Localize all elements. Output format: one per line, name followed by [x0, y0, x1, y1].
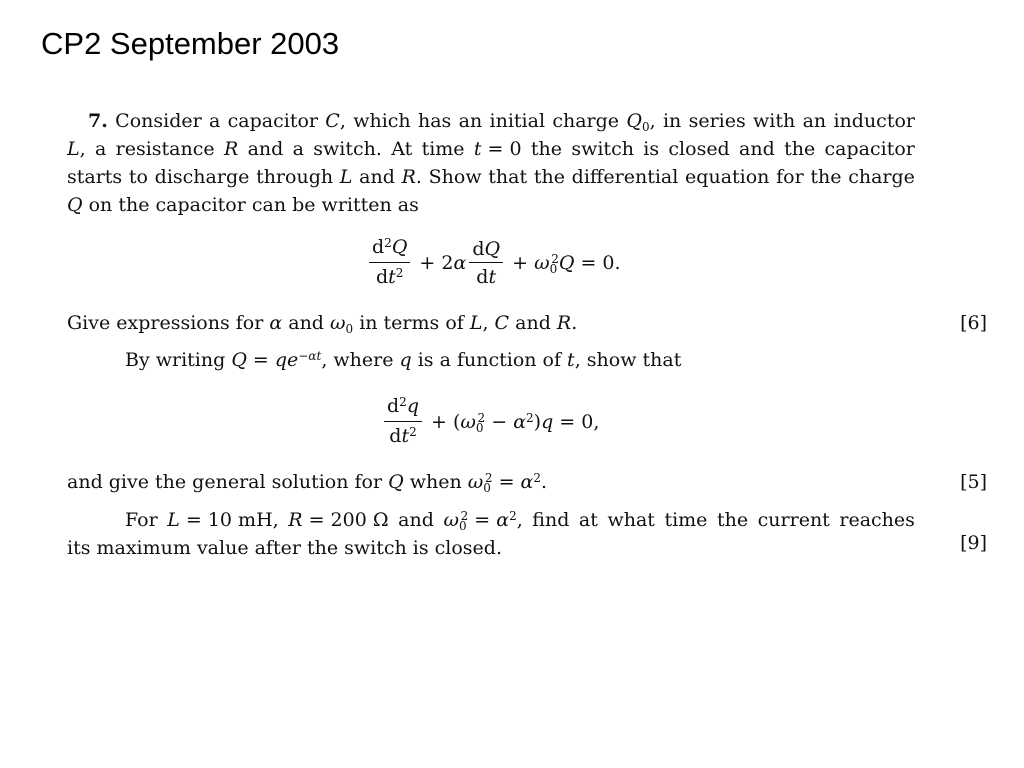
part3-line-1: For L = 10 mH, R = 200 Ω and $\omega_0^2 = \alpha^2$, find at what time the current reaches	[125, 509, 915, 533]
part2b-text: and give the general solution for Q when $\omega_0^2 = \alpha^2$.	[67, 471, 548, 495]
part1-marks: [6]	[960, 312, 987, 334]
part2-marks: [5]	[960, 471, 987, 493]
question-line-1: 7. Consider a capacitor C, which has an initial charge $Q_0$, in series with an inductor	[88, 110, 915, 134]
question-line-2: L, a resistance R and a switch. At time t = 0 the switch is closed and the capacitor	[67, 138, 915, 160]
part1-text: Give expressions for α and $\omega_0$ in terms of L, C and R.	[67, 312, 578, 336]
question-line-4: Q on the capacitor can be written as	[67, 194, 419, 216]
question-line-3: starts to discharge through L and R. Show that the differential equation for the charge	[67, 166, 915, 188]
part2-text: By writing $Q = qe^{-\alpha t}$, where q is a function of t, show that	[125, 349, 682, 371]
part3-marks: [9]	[960, 532, 987, 554]
slide-title: CP2 September 2003	[41, 26, 340, 61]
equation-2: $\frac{d^2q}{dt^2}$ + $(\omega_0^2 - \alpha^2)q = 0$,	[381, 395, 599, 449]
question-number: 7.	[88, 110, 108, 132]
equation-1: $\frac{d^2Q}{dt^2}$ + 2α $\frac{dQ}{dt}$ + $\omega_0^2Q = 0$.	[366, 236, 621, 290]
part3-line-2: its maximum value after the switch is closed.	[67, 537, 502, 559]
